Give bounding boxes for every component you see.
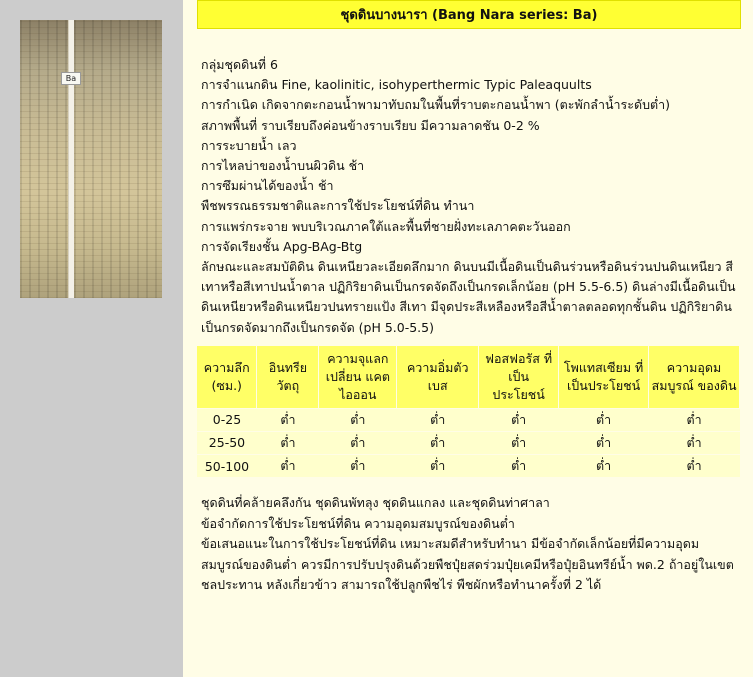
cell-base-saturation: ต่ำ bbox=[397, 408, 479, 431]
info-distribution: การแพร่กระจาย พบบริเวณภาคใต้และพื้นที่ชายฝั่งทะเลภาคตะวันออก bbox=[201, 218, 571, 234]
info-soil-group: กลุ่มชุดดินที่ 6 bbox=[201, 57, 278, 72]
note-limitations: ข้อจำกัดการใช้ประโยชน์ที่ดิน ความอุดมสมบูรณ์ของดินต่ำ bbox=[201, 515, 515, 531]
cell-depth: 25-50 bbox=[197, 431, 257, 454]
photo-series-label: Ba bbox=[61, 72, 81, 85]
cell-fertility: ต่ำ bbox=[649, 454, 740, 477]
cell-depth: 50-100 bbox=[197, 454, 257, 477]
cell-potassium: ต่ำ bbox=[559, 454, 649, 477]
col-depth: ความลึก (ซม.) bbox=[197, 346, 257, 409]
cell-base-saturation: ต่ำ bbox=[397, 431, 479, 454]
soil-notes bbox=[197, 477, 741, 596]
info-permeability: การซึมผ่านได้ของน้ำ ช้า bbox=[201, 178, 334, 194]
cell-phosphorus: ต่ำ bbox=[479, 408, 559, 431]
main-content bbox=[197, 0, 741, 596]
cell-fertility: ต่ำ bbox=[649, 408, 740, 431]
info-characteristics: ลักษณะและสมบัติดิน ดินเหนียวละเอียดลึกมาก ดินบนมีเนื้อดินเป็นดินร่วนหรือดินร่วนปนดินเหนียว สีเทาหรือสีเทาปนน้ำตาล ปฏิกิริยาดินเป็นกรดจัดถึงเป็นกรดเล็กน้อย (pH 5.5-6.5) ดินล่างมีเนื้อดินเป็นดินเหนียวหรือดินเหนียวปนทรายแป้ง สีเทา มีจุดประสีเหลืองหรือสีน้ำตาลตลอดทุกชั้นดิน ปฏิกิริยาดินเป็นกรดจัดมากถึงเป็นกรดจัด (pH 5.0-5.5) bbox=[201, 259, 736, 335]
note-similar-series: ชุดดินที่คล้ายคลึงกัน ชุดดินพัทลุง ชุดดินแกลง และชุดดินท่าศาลา bbox=[201, 495, 550, 511]
col-cec: ความจุแลกเปลี่ยน แคตไอออน bbox=[319, 346, 397, 409]
cell-cec: ต่ำ bbox=[319, 454, 397, 477]
page-title: ชุดดินบางนารา (Bang Nara series: Ba) bbox=[197, 0, 741, 29]
cell-cec: ต่ำ bbox=[319, 431, 397, 454]
soil-profile-photo bbox=[20, 20, 162, 298]
info-landform: สภาพพื้นที่ ราบเรียบถึงค่อนข้างราบเรียบ มีความลาดชัน 0-2 % bbox=[201, 117, 540, 133]
col-organic-matter: อินทรีย วัตถุ bbox=[257, 346, 319, 409]
cell-phosphorus: ต่ำ bbox=[479, 454, 559, 477]
cell-potassium: ต่ำ bbox=[559, 408, 649, 431]
col-phosphorus: ฟอสฟอรัส ที่เป็น ประโยชน์ bbox=[479, 346, 559, 409]
cell-cec: ต่ำ bbox=[319, 408, 397, 431]
info-drainage: การระบายน้ำ เลว bbox=[201, 137, 297, 153]
left-sidebar bbox=[0, 0, 183, 677]
col-fertility: ความอุดม สมบูรณ์ ของดิน bbox=[649, 346, 740, 409]
cell-potassium: ต่ำ bbox=[559, 431, 649, 454]
fertility-table bbox=[197, 346, 740, 478]
cell-organic-matter: ต่ำ bbox=[257, 431, 319, 454]
cell-depth: 0-25 bbox=[197, 408, 257, 431]
soil-info bbox=[197, 29, 741, 338]
measuring-tape bbox=[68, 20, 74, 298]
cell-fertility: ต่ำ bbox=[649, 431, 740, 454]
info-vegetation: พืชพรรณธรรมชาติและการใช้ประโยชน์ที่ดิน ทำนา bbox=[201, 198, 475, 214]
table-header-row bbox=[197, 346, 740, 409]
cell-base-saturation: ต่ำ bbox=[397, 454, 479, 477]
cell-organic-matter: ต่ำ bbox=[257, 454, 319, 477]
col-potassium: โพแทสเซียม ที่เป็นประโยชน์ bbox=[559, 346, 649, 409]
table-row bbox=[197, 454, 740, 477]
info-horizons: การจัดเรียงชั้น Apg-BAg-Btg bbox=[201, 238, 363, 254]
table-row bbox=[197, 431, 740, 454]
cell-phosphorus: ต่ำ bbox=[479, 431, 559, 454]
col-base-saturation: ความอิ่มตัว เบส bbox=[397, 346, 479, 409]
cell-organic-matter: ต่ำ bbox=[257, 408, 319, 431]
table-row bbox=[197, 408, 740, 431]
note-recommendations: ข้อเสนอแนะในการใช้ประโยชน์ที่ดิน เหมาะสมดีสำหรับทำนา มีข้อจำกัดเล็กน้อยที่มีความอุดมสมบูรณ์ของดินต่ำ ควรมีการปรับปรุงดินด้วยพืชปุ๋ยสดร่วมปุ๋ยเคมีหรือปุ๋ยอินทรีย์น้ำ พด.2 ถ้าอยู่ในเขตชลประทาน หลังเกี่ยวข้าว สามารถใช้ปลูกพืชไร่ พืชผักหรือทำนาครั้งที่ 2 ได้ bbox=[201, 536, 734, 593]
info-origin: การกำเนิด เกิดจากตะกอนน้ำพามาทับถมในพื้นที่ราบตะกอนน้ำพา (ตะพักลำน้ำระดับต่ำ) bbox=[201, 97, 671, 113]
info-runoff: การไหลบ่าของน้ำบนผิวดิน ช้า bbox=[201, 158, 365, 174]
info-classification: การจำแนกดิน Fine, kaolinitic, isohyperthermic Typic Paleaquults bbox=[201, 77, 592, 93]
